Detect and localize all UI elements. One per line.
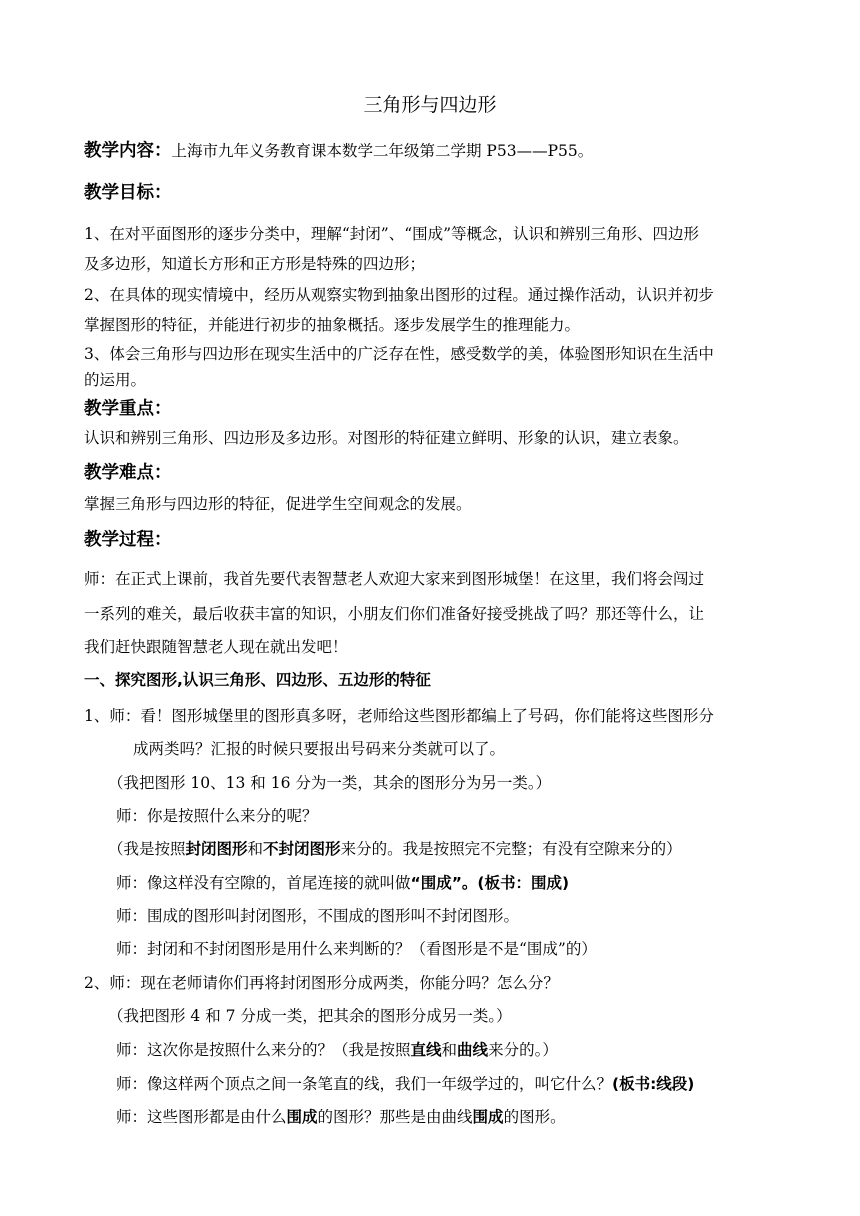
s2-line-5-a: 师：这些图形都是由什么 bbox=[116, 1108, 287, 1126]
goals-line-4: 掌握图形的特征，并能进行初步的抽象概括。逐步发展学生的推理能力。 bbox=[84, 316, 581, 334]
s1-line-5 bbox=[108, 839, 682, 859]
teaching-content-text: 上海市九年义务教育课本数学二年级第二学期 P53——P55。 bbox=[171, 142, 594, 160]
s2-line-3-a: 师：这次你是按照什么来分的？（我是按照 bbox=[116, 1041, 411, 1059]
s1-line-6-a: 师：像这样没有空隙的，首尾连接的就叫做 bbox=[116, 874, 411, 892]
s2-line-3-d: 曲线 bbox=[457, 1041, 489, 1059]
intro-line-1: 师：在正式上课前，我首先要代表智慧老人欢迎大家来到图形城堡！在这里，我们将会闯过 bbox=[84, 570, 705, 588]
s1-line-6-b: “围成”。(板书：围成) bbox=[410, 874, 570, 892]
s2-line-5-d: 围成 bbox=[472, 1108, 504, 1126]
s1-line-4: 师：你是按照什么来分的呢？ bbox=[116, 807, 318, 825]
section-1-heading: 一、探究图形,认识三角形、四边形、五边形的特征 bbox=[84, 671, 431, 689]
s2-line-3-b: 直线 bbox=[410, 1041, 442, 1059]
s2-line-3-e: 来分的。） bbox=[488, 1041, 558, 1059]
s1-line-3: （我把图形 10、13 和 16 分为一类，其余的图形分为另一类。） bbox=[108, 774, 552, 792]
s2-line-5 bbox=[116, 1107, 566, 1127]
intro-line-3: 我们赶快跟随智慧老人现在就出发吧！ bbox=[84, 638, 348, 656]
goals-line-5: 3、体会三角形与四边形在现实生活中的广泛存在性，感受数学的美，体验图形知识在生活中 bbox=[84, 345, 714, 363]
teaching-content-label: 教学内容： bbox=[84, 141, 172, 161]
process-heading: 教学过程： bbox=[84, 530, 172, 550]
difficulty-text: 掌握三角形与四边形的特征，促进学生空间观念的发展。 bbox=[84, 495, 472, 513]
s1-line-6 bbox=[116, 873, 569, 893]
s1-line-1: 1、师：看！图形城堡里的图形真多呀，老师给这些图形都编上了号码，你们能将这些图形分 bbox=[84, 707, 714, 725]
key-text: 认识和辨别三角形、四边形及多边形。对图形的特征建立鲜明、形象的认识，建立表象。 bbox=[84, 429, 689, 447]
s2-line-3 bbox=[116, 1040, 558, 1060]
s2-line-5-c: 的图形？那些是由曲线 bbox=[317, 1108, 473, 1126]
s2-line-1: 2、师：现在老师请你们再将封闭图形分成两类，你能分吗？怎么分？ bbox=[84, 974, 559, 992]
intro-line-2: 一系列的难关，最后收获丰富的知识，小朋友们你们准备好接受挑战了吗？那还等什么，让 bbox=[84, 605, 705, 623]
s1-line-5-d: 不封闭图形 bbox=[263, 840, 341, 858]
s1-line-7: 师：围成的图形叫封闭图形，不围成的图形叫不封闭图形。 bbox=[116, 907, 520, 925]
s1-line-5-b: 封闭图形 bbox=[185, 840, 248, 858]
goals-heading: 教学目标： bbox=[84, 183, 172, 203]
s2-line-5-b: 围成 bbox=[286, 1108, 318, 1126]
teaching-content-line bbox=[84, 141, 593, 161]
s1-line-5-e: 来分的。我是按照完不完整；有没有空隙来分的） bbox=[340, 840, 682, 858]
s2-line-4-a: 师：像这样两个顶点之间一条笔直的线，我们一年级学过的，叫它什么？ bbox=[116, 1075, 613, 1093]
s1-line-5-a: （我是按照 bbox=[108, 840, 186, 858]
goals-line-2: 及多边形，知道长方形和正方形是特殊的四边形； bbox=[84, 255, 426, 273]
s1-line-5-c: 和 bbox=[247, 840, 264, 858]
s1-line-2: 成两类吗？汇报的时候只要报出号码来分类就可以了。 bbox=[133, 740, 506, 758]
page-title: 三角形与四边形 bbox=[363, 94, 497, 116]
s2-line-4-b: (板书:线段) bbox=[612, 1075, 695, 1093]
s2-line-2: （我把图形 4 和 7 分成一类，把其余的图形分成另一类。） bbox=[108, 1007, 512, 1025]
goals-line-1: 1、在对平面图形的逐步分类中，理解“封闭”、“围成”等概念，认识和辨别三角形、四边形 bbox=[84, 225, 700, 243]
goals-line-6: 的运用。 bbox=[84, 371, 147, 389]
s2-line-3-c: 和 bbox=[441, 1041, 458, 1059]
s2-line-4 bbox=[116, 1074, 694, 1094]
s2-line-5-e: 的图形。 bbox=[503, 1108, 566, 1126]
key-heading: 教学重点： bbox=[84, 399, 172, 419]
difficulty-heading: 教学难点： bbox=[84, 463, 172, 483]
goals-line-3: 2、在具体的现实情境中，经历从观察实物到抽象出图形的过程。通过操作活动，认识并初步 bbox=[84, 286, 714, 304]
s1-line-8: 师：封闭和不封闭图形是用什么来判断的？（看图形是不是“围成”的） bbox=[116, 940, 597, 958]
